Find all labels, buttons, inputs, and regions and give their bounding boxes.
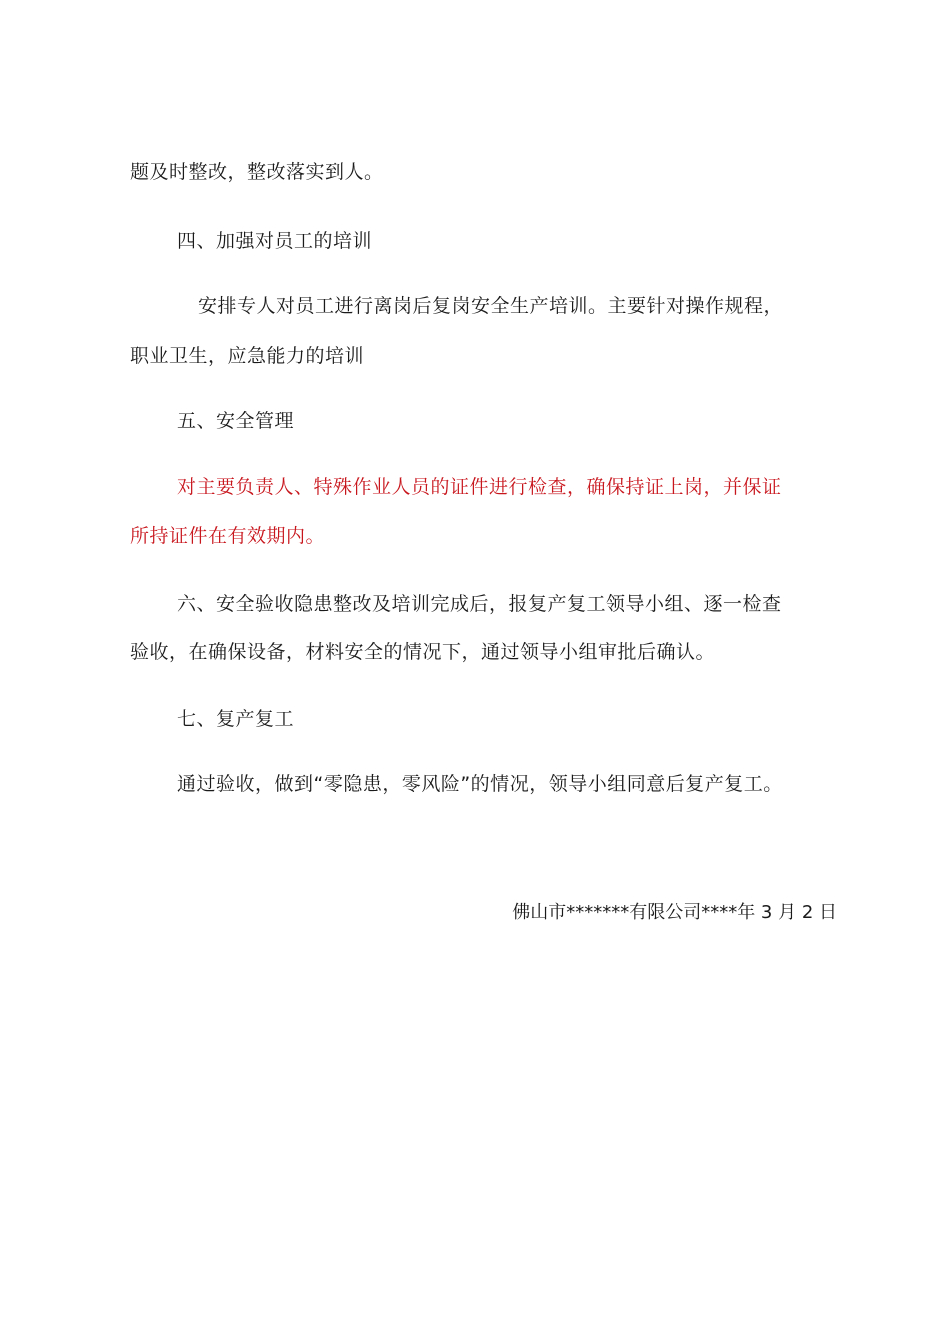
- paragraph-line: 通过验收，做到“零隐患，零风险”的情况，领导小组同意后复产复工。: [177, 773, 783, 795]
- section-heading-training: 四、加强对员工的培训: [177, 230, 373, 252]
- paragraph-line: 职业卫生，应急能力的培训: [130, 345, 365, 367]
- paragraph-line: 安排专人对员工进行离岗后复岗安全生产培训。主要针对操作规程，: [198, 295, 784, 317]
- highlighted-paragraph-line: 对主要负责人、特殊作业人员的证件进行检查，确保持证上岗，并保证: [177, 476, 782, 498]
- paragraph-line: 验收，在确保设备，材料安全的情况下，通过领导小组审批后确认。: [130, 641, 716, 663]
- section-heading-acceptance: 六、安全验收隐患整改及培训完成后，报复产复工领导小组、逐一检查: [177, 593, 782, 615]
- paragraph-line: 题及时整改，整改落实到人。: [130, 161, 384, 183]
- signature-date: 佛山市*******有限公司****年 3 月 2 日: [512, 902, 837, 923]
- section-heading-resume-production: 七、复产复工: [177, 708, 295, 730]
- section-heading-safety-management: 五、安全管理: [177, 410, 295, 432]
- highlighted-paragraph-line: 所持证件在有效期内。: [130, 525, 326, 547]
